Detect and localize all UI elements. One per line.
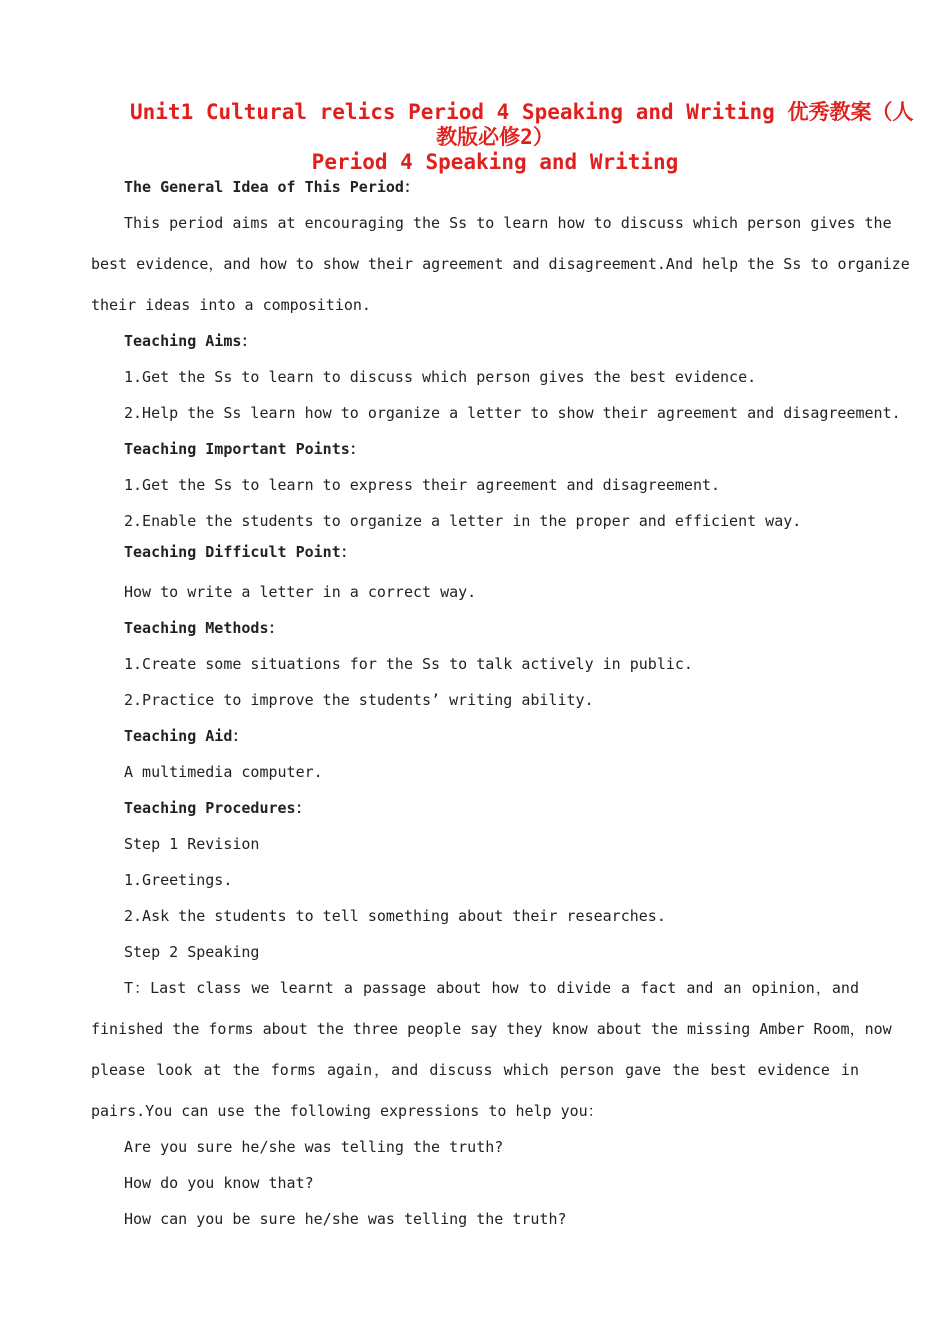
step-2-paragraph-line-2: finished the forms about the three people say they know about the missing Amber Room，now [91,1020,892,1038]
expression-3: How can you be sure he/she was telling the truth? [124,1210,567,1228]
document-title-line-2: 教版必修2） [436,125,554,149]
step-1-item-1: 1.Greetings. [124,871,233,889]
teaching-aid-heading: Teaching Aid： [124,727,248,745]
document-title-line-1: Unit1 Cultural relics Period 4 Speaking and Writing 优秀教案（人 [130,100,914,124]
teaching-aims-item-1: 1.Get the Ss to learn to discuss which person gives the best evidence. [124,368,757,386]
general-idea-heading: The General Idea of This Period： [124,178,419,196]
teaching-methods-item-2: 2.Practice to improve the students’ writing ability. [124,691,594,709]
important-points-item-1: 1.Get the Ss to learn to express their agreement and disagreement. [124,476,721,494]
step-2-heading: Step 2 Speaking [124,943,260,961]
difficult-point-item-1: How to write a letter in a correct way. [124,583,477,601]
important-points-item-2: 2.Enable the students to organize a letter in the proper and efficient way. [124,512,802,530]
difficult-point-heading: Teaching Difficult Point： [124,543,356,561]
expression-1: Are you sure he/she was telling the truth? [124,1138,504,1156]
teaching-aid-item-1: A multimedia computer. [124,763,323,781]
step-2-paragraph-line-3: please look at the forms again，and discuss which person gave the best evidence in [91,1061,859,1079]
teaching-procedures-heading: Teaching Procedures： [124,799,311,817]
general-idea-line-3: their ideas into a composition. [91,296,371,314]
important-points-heading: Teaching Important Points： [124,440,365,458]
period-title: Period 4 Speaking and Writing [311,150,679,174]
step-1-item-2: 2.Ask the students to tell something about their researches. [124,907,666,925]
teaching-methods-heading: Teaching Methods： [124,619,284,637]
general-idea-line-2: best evidence，and how to show their agreement and disagreement.And help the Ss to organize [91,255,910,273]
expression-2: How do you know that? [124,1174,314,1192]
teaching-aims-heading: Teaching Aims： [124,332,257,350]
step-2-paragraph-line-1: T：Last class we learnt a passage about how to divide a fact and an opinion，and [124,979,859,997]
general-idea-line-1: This period aims at encouraging the Ss to learn how to discuss which person gives the [124,214,892,232]
teaching-aims-item-2: 2.Help the Ss learn how to organize a letter to show their agreement and disagreement. [124,404,901,422]
step-1-heading: Step 1 Revision [124,835,260,853]
step-2-paragraph-line-4: pairs.You can use the following expressions to help you： [91,1102,603,1120]
teaching-methods-item-1: 1.Create some situations for the Ss to talk actively in public. [124,655,693,673]
